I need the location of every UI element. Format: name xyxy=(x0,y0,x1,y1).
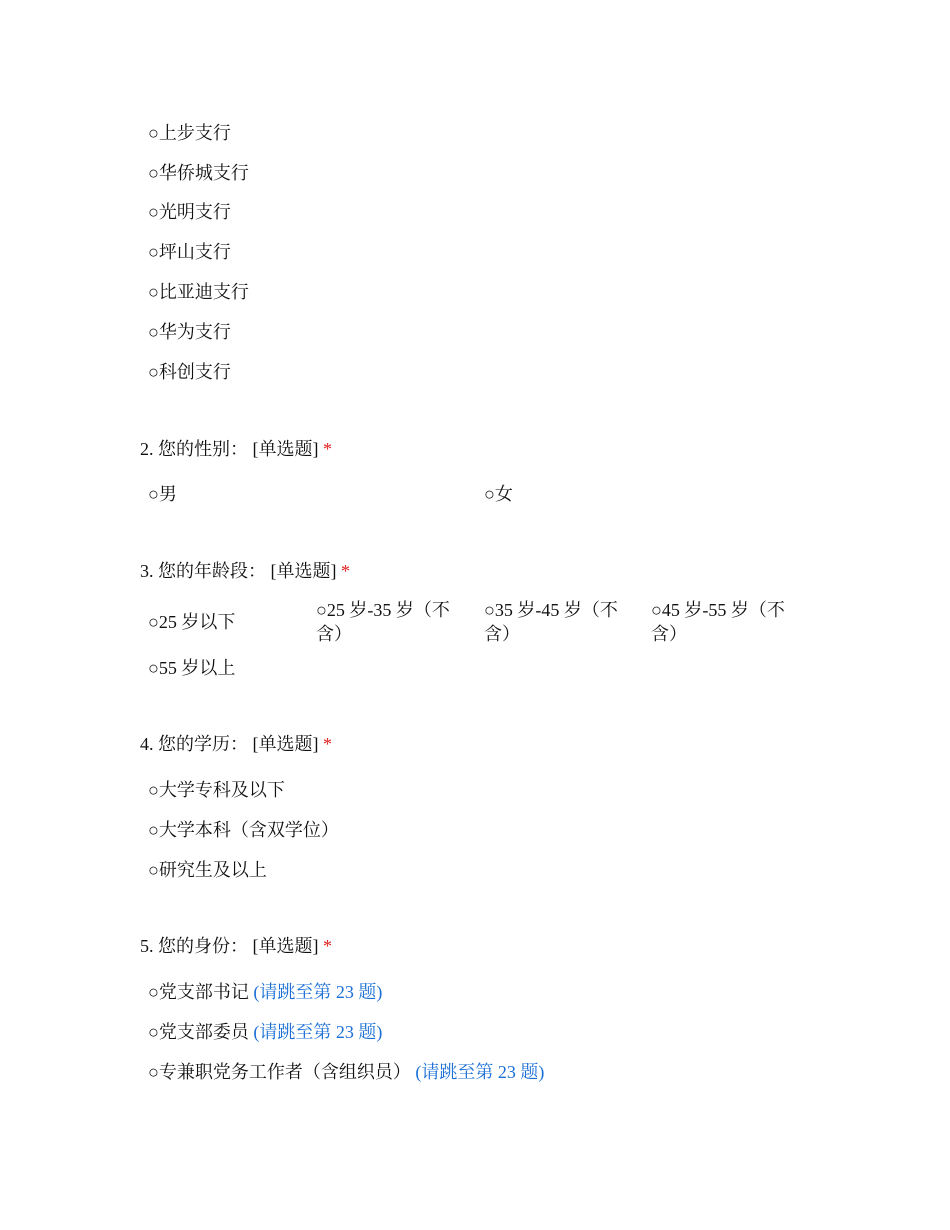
q5-type-label: [单选题] xyxy=(252,936,319,956)
q4-option-graduate[interactable] xyxy=(148,858,267,882)
q5-option-label: 党支部书记 xyxy=(158,982,249,1002)
q1-option-guangming[interactable] xyxy=(148,200,231,224)
radio-icon[interactable]: ○ xyxy=(148,860,159,880)
q4-option-bachelor[interactable] xyxy=(148,818,339,842)
jump-note: (请跳至第 23 题) xyxy=(415,1062,545,1082)
q5-option-party-worker[interactable] xyxy=(148,1060,544,1084)
q4-option-label: 大学专科及以下 xyxy=(158,780,285,800)
q2-option-label: 男 xyxy=(158,484,177,504)
q1-option-label: 光明支行 xyxy=(158,202,231,222)
radio-icon[interactable]: ○ xyxy=(484,484,495,504)
radio-icon[interactable]: ○ xyxy=(148,362,159,382)
q3-question-text: 3. 您的年龄段： xyxy=(140,561,266,581)
jump-note: (请跳至第 23 题) xyxy=(253,982,383,1002)
q1-option-byd[interactable] xyxy=(148,280,249,304)
radio-icon[interactable]: ○ xyxy=(148,123,159,143)
required-mark: * xyxy=(323,439,332,459)
required-mark: * xyxy=(341,561,350,581)
radio-icon[interactable]: ○ xyxy=(148,780,159,800)
radio-icon[interactable]: ○ xyxy=(148,322,159,342)
radio-icon[interactable]: ○ xyxy=(148,484,159,504)
q5-option-label: 党支部委员 xyxy=(158,1022,249,1042)
q1-option-label: 华侨城支行 xyxy=(158,163,249,183)
radio-icon[interactable]: ○ xyxy=(484,600,495,620)
q3-option-label: 25 岁以下 xyxy=(158,612,236,632)
q1-option-huaqiaocheng[interactable] xyxy=(148,161,249,185)
q1-option-huawei[interactable] xyxy=(148,320,231,344)
q3-option-label: 45 岁-55 岁（不含） xyxy=(651,600,785,644)
required-mark: * xyxy=(323,734,332,754)
radio-icon[interactable]: ○ xyxy=(148,282,159,302)
q3-option-45-55[interactable] xyxy=(651,598,801,646)
q2-option-male[interactable] xyxy=(148,482,177,506)
q3-title xyxy=(140,559,350,583)
radio-icon[interactable]: ○ xyxy=(148,1022,159,1042)
q4-type-label: [单选题] xyxy=(252,734,319,754)
jump-note: (请跳至第 23 题) xyxy=(253,1022,383,1042)
q2-option-label: 女 xyxy=(494,484,513,504)
q4-title xyxy=(140,732,332,756)
q5-option-branch-secretary[interactable] xyxy=(148,980,382,1004)
q3-type-label: [单选题] xyxy=(270,561,337,581)
q2-option-female[interactable] xyxy=(484,482,513,506)
radio-icon[interactable]: ○ xyxy=(651,600,662,620)
q1-option-shangbu[interactable] xyxy=(148,121,231,145)
q1-option-label: 华为支行 xyxy=(158,322,231,342)
q3-option-25-35[interactable] xyxy=(316,598,466,646)
radio-icon[interactable]: ○ xyxy=(316,600,327,620)
radio-icon[interactable]: ○ xyxy=(148,242,159,262)
q4-option-label: 研究生及以上 xyxy=(158,860,267,880)
radio-icon[interactable]: ○ xyxy=(148,658,159,678)
q3-option-label: 35 岁-45 岁（不含） xyxy=(484,600,618,644)
q5-option-branch-member[interactable] xyxy=(148,1020,382,1044)
q1-option-label: 上步支行 xyxy=(158,123,231,143)
q2-title xyxy=(140,437,332,461)
q1-option-label: 科创支行 xyxy=(158,362,231,382)
radio-icon[interactable]: ○ xyxy=(148,202,159,222)
required-mark: * xyxy=(323,936,332,956)
q5-title xyxy=(140,934,332,958)
q3-option-label: 55 岁以上 xyxy=(158,658,236,678)
q2-question-text: 2. 您的性别： xyxy=(140,439,248,459)
q5-option-label: 专兼职党务工作者（含组织员） xyxy=(158,1062,411,1082)
radio-icon[interactable]: ○ xyxy=(148,820,159,840)
q2-type-label: [单选题] xyxy=(252,439,319,459)
q3-option-over-55[interactable] xyxy=(148,656,235,680)
radio-icon[interactable]: ○ xyxy=(148,982,159,1002)
q4-question-text: 4. 您的学历： xyxy=(140,734,248,754)
q3-option-35-45[interactable] xyxy=(484,598,634,646)
q1-option-pingshan[interactable] xyxy=(148,240,231,264)
radio-icon[interactable]: ○ xyxy=(148,612,159,632)
q1-option-label: 比亚迪支行 xyxy=(158,282,249,302)
q5-question-text: 5. 您的身份： xyxy=(140,936,248,956)
q1-option-kechuang[interactable] xyxy=(148,360,231,384)
q1-option-label: 坪山支行 xyxy=(158,242,231,262)
q4-option-college[interactable] xyxy=(148,778,285,802)
q3-option-label: 25 岁-35 岁（不含） xyxy=(316,600,450,644)
radio-icon[interactable]: ○ xyxy=(148,1062,159,1082)
q3-option-under-25[interactable] xyxy=(148,610,298,634)
radio-icon[interactable]: ○ xyxy=(148,163,159,183)
q4-option-label: 大学本科（含双学位） xyxy=(158,820,339,840)
